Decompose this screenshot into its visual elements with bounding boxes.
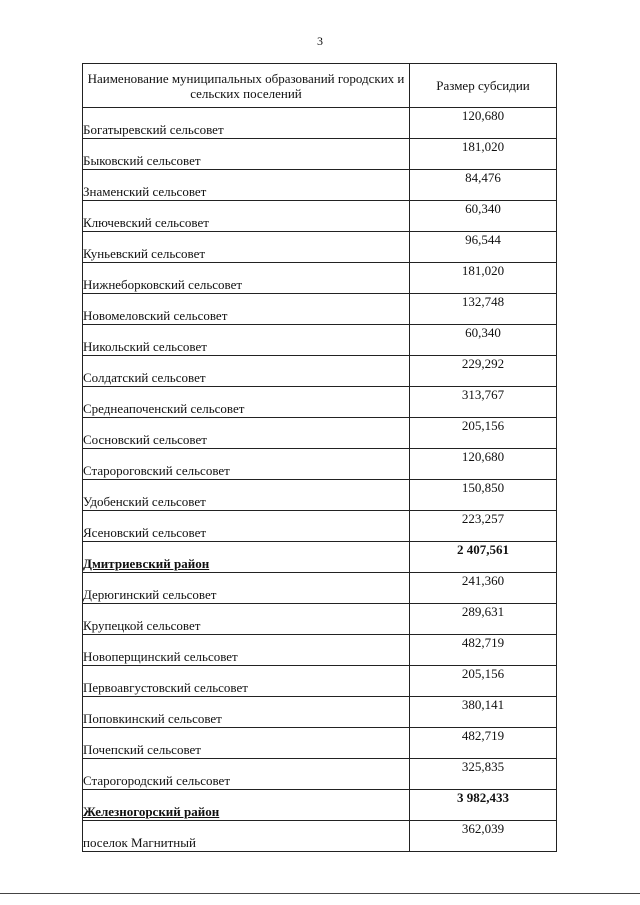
subsidy-amount-cell: 223,257 bbox=[410, 511, 557, 542]
settlement-name-cell: Первоавгустовский сельсовет bbox=[83, 666, 410, 697]
settlement-name-cell: Сосновский сельсовет bbox=[83, 418, 410, 449]
table-row bbox=[83, 201, 557, 232]
settlement-name-cell: Богатыревский сельсовет bbox=[83, 108, 410, 139]
settlement-name-cell: Новомеловский сельсовет bbox=[83, 294, 410, 325]
subsidy-amount-cell: 380,141 bbox=[410, 697, 557, 728]
subsidy-amount-cell: 482,719 bbox=[410, 635, 557, 666]
district-total-cell: 3 982,433 bbox=[410, 790, 557, 821]
settlement-name-cell: поселок Магнитный bbox=[83, 821, 410, 852]
subsidy-amount-cell: 60,340 bbox=[410, 325, 557, 356]
table-row bbox=[83, 480, 557, 511]
district-row bbox=[83, 790, 557, 821]
settlement-name-cell: Быковский сельсовет bbox=[83, 139, 410, 170]
settlement-name-cell: Поповкинский сельсовет bbox=[83, 697, 410, 728]
table-row bbox=[83, 449, 557, 480]
settlement-name-cell: Старогородский сельсовет bbox=[83, 759, 410, 790]
subsidy-amount-cell: 362,039 bbox=[410, 821, 557, 852]
subsidy-table bbox=[82, 63, 557, 852]
subsidy-amount-cell: 150,850 bbox=[410, 480, 557, 511]
settlement-name-cell: Куньевский сельсовет bbox=[83, 232, 410, 263]
settlement-name-cell: Среднеапоченский сельсовет bbox=[83, 387, 410, 418]
header-row bbox=[83, 64, 557, 108]
table-row bbox=[83, 387, 557, 418]
header-amount: Размер субсидии bbox=[410, 64, 557, 108]
subsidy-amount-cell: 241,360 bbox=[410, 573, 557, 604]
settlement-name-cell: Новоперщинский сельсовет bbox=[83, 635, 410, 666]
page-number: 3 bbox=[317, 34, 323, 48]
table-row bbox=[83, 418, 557, 449]
table-row bbox=[83, 635, 557, 666]
district-name-cell: Железногорский район bbox=[83, 790, 410, 821]
subsidy-amount-cell: 120,680 bbox=[410, 449, 557, 480]
subsidy-amount-cell: 60,340 bbox=[410, 201, 557, 232]
subsidy-amount-cell: 132,748 bbox=[410, 294, 557, 325]
subsidy-amount-cell: 181,020 bbox=[410, 139, 557, 170]
settlement-name-cell: Ясеновский сельсовет bbox=[83, 511, 410, 542]
district-total-cell: 2 407,561 bbox=[410, 542, 557, 573]
page-bottom-rule bbox=[0, 893, 640, 894]
table-row bbox=[83, 697, 557, 728]
district-name-cell: Дмитриевский район bbox=[83, 542, 410, 573]
settlement-name-cell: Старороговский сельсовет bbox=[83, 449, 410, 480]
table-row bbox=[83, 759, 557, 790]
subsidy-amount-cell: 181,020 bbox=[410, 263, 557, 294]
settlement-name-cell: Ключевский сельсовет bbox=[83, 201, 410, 232]
settlement-name-cell: Нижнеборковский сельсовет bbox=[83, 263, 410, 294]
table-body bbox=[83, 108, 557, 852]
subsidy-amount-cell: 96,544 bbox=[410, 232, 557, 263]
table-row bbox=[83, 604, 557, 635]
subsidy-amount-cell: 229,292 bbox=[410, 356, 557, 387]
settlement-name-cell: Крупецкой сельсовет bbox=[83, 604, 410, 635]
table-row bbox=[83, 511, 557, 542]
subsidy-amount-cell: 205,156 bbox=[410, 418, 557, 449]
subsidy-amount-cell: 120,680 bbox=[410, 108, 557, 139]
table-row bbox=[83, 821, 557, 852]
settlement-name-cell: Никольский сельсовет bbox=[83, 325, 410, 356]
table-row bbox=[83, 728, 557, 759]
settlement-name-cell: Дерюгинский сельсовет bbox=[83, 573, 410, 604]
table-row bbox=[83, 108, 557, 139]
table-row bbox=[83, 573, 557, 604]
table-row bbox=[83, 666, 557, 697]
subsidy-amount-cell: 205,156 bbox=[410, 666, 557, 697]
subsidy-amount-cell: 84,476 bbox=[410, 170, 557, 201]
table-row bbox=[83, 325, 557, 356]
table-row bbox=[83, 139, 557, 170]
header-name: Наименование муниципальных образований городских и сельских поселений bbox=[83, 64, 410, 108]
table-row bbox=[83, 170, 557, 201]
settlement-name-cell: Солдатский сельсовет bbox=[83, 356, 410, 387]
table-row bbox=[83, 232, 557, 263]
subsidy-amount-cell: 313,767 bbox=[410, 387, 557, 418]
settlement-name-cell: Знаменский сельсовет bbox=[83, 170, 410, 201]
settlement-name-cell: Почепский сельсовет bbox=[83, 728, 410, 759]
subsidy-amount-cell: 482,719 bbox=[410, 728, 557, 759]
district-row bbox=[83, 542, 557, 573]
table-row bbox=[83, 356, 557, 387]
table-header bbox=[83, 64, 557, 108]
settlement-name-cell: Удобенский сельсовет bbox=[83, 480, 410, 511]
subsidy-amount-cell: 325,835 bbox=[410, 759, 557, 790]
table-row bbox=[83, 294, 557, 325]
subsidy-amount-cell: 289,631 bbox=[410, 604, 557, 635]
table-row bbox=[83, 263, 557, 294]
